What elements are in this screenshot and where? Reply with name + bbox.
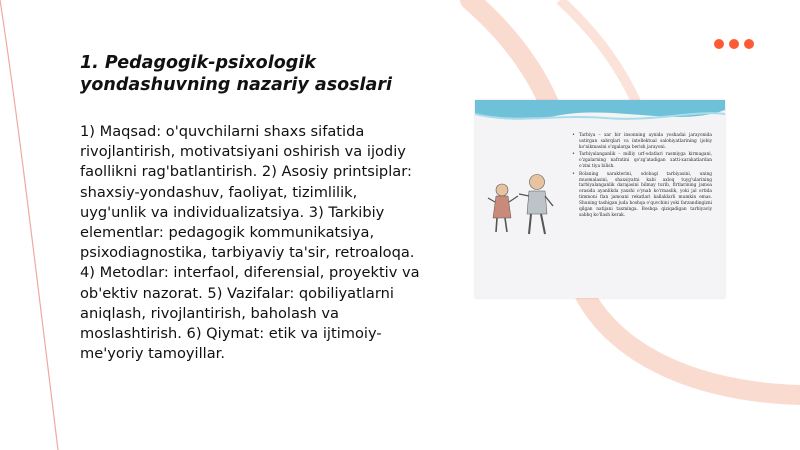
dot-3 [744,39,754,49]
children-illustration-icon [485,172,567,244]
bullet-item: • Tarbiya – xar bir insonning aynida yoshadai jarayonida ustirgan sabrqlari va intellektual salohiyatlarining ijobiy ko'nikmasini o'zgalarga berish jarayoni. [572,133,712,151]
slide-body-text: 1) Maqsad: o'quvchilarni shaxs sifatida rivojlantirish, motivatsiyani oshirish va ijodiy faollikni rag'batlantirish. 2) Asosiy printsiplar: shaxsiy-yondashuv, faoliyat, tizimlilik, uyg'unlik va individualizatsiya. 3) Tarkibiy elementlar: pedagogik kommunikatsiya, psixodiagnostika, tarbiyaviy ta'sir, retroaloqa. 4) Metodlar: interfaol, diferensial, proyektiv va ob'ektiv nazorat. 5) Vazifalar: qobiliyatlarni aniqlash, rivojlantirish, baholash va moslashtirish. 6) Qiymat: etik va ijtimoiy-me'yoriy tamoyillar. [80,123,420,363]
bullet-list [572,133,712,220]
slide-title-line-1: 1. Pedagogik-psixologik [80,53,316,73]
slide-title-line-2: yondashuvning nazariy asoslari [80,75,392,95]
bullet-item: • Bolaning xarakterini, odobagi tarbiyasini, uning muomalasini, shaxsiyatni kabi axloq tuyg'ularining tarbiyalanganlik darajasini bilmay turib, flrtlarining jamoa orasida ayanlikda yaxshi o'ynab ko'rmaslik, yoki jal ortida timmoni flan jamoani rekatlari kallaklarli mumkin emas. Shuning tashigan juda boshqa o'quvchini yoki farzandingizni qilgan natijani taxminga. Boshqa qiziqadigan tarbiyaviy sabbq ko'llash kerak. [572,172,712,219]
more-dots-icon[interactable] [714,39,754,49]
dot-1 [714,39,724,49]
dot-2 [729,39,739,49]
bullet-item: • Tarbiyalanganlik – milliy urf-odatlari rasmiyga kirmagani, o'zgalarning nafratini qo'zg'atadigan xatti-xarakatlardan o'zini tiya bilish. [572,152,712,170]
slide-title [80,52,410,96]
embedded-slide-image [475,100,725,298]
